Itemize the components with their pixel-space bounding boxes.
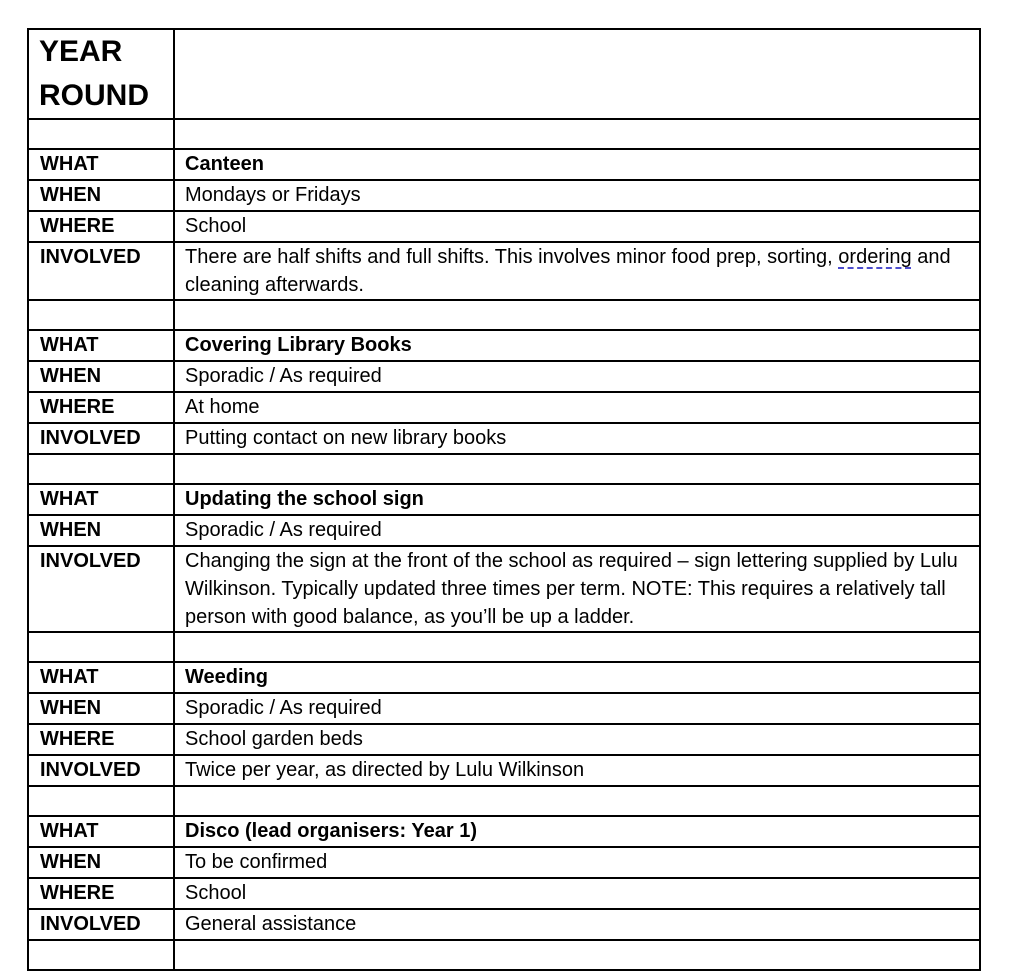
involved-label: INVOLVED [28, 755, 174, 786]
library-involved-value: Putting contact on new library books [174, 423, 980, 454]
what-label: WHAT [28, 149, 174, 180]
when-label: WHEN [28, 693, 174, 724]
volunteer-table [27, 28, 981, 971]
weeding-what-value: Weeding [174, 662, 980, 693]
title-line-1: YEAR [39, 35, 123, 68]
library-where-row [28, 392, 980, 423]
what-label: WHAT [28, 330, 174, 361]
library-when-row [28, 361, 980, 392]
disco-where-value: School [174, 878, 980, 909]
spacer-row [28, 454, 980, 484]
what-label: WHAT [28, 484, 174, 515]
where-label: WHERE [28, 392, 174, 423]
when-label: WHEN [28, 847, 174, 878]
sign-when-value: Sporadic / As required [174, 515, 980, 546]
when-label: WHEN [28, 515, 174, 546]
library-what-row [28, 330, 980, 361]
involved-label: INVOLVED [28, 242, 174, 300]
spellcheck-flagged-word: ordering [838, 246, 912, 268]
when-label: WHEN [28, 180, 174, 211]
weeding-where-value: School garden beds [174, 724, 980, 755]
what-label: WHAT [28, 816, 174, 847]
spacer-row [28, 632, 980, 662]
disco-when-row [28, 847, 980, 878]
disco-when-value: To be confirmed [174, 847, 980, 878]
weeding-when-value: Sporadic / As required [174, 693, 980, 724]
canteen-involved-value [174, 242, 980, 300]
spacer-row [28, 300, 980, 330]
library-what-value: Covering Library Books [174, 330, 980, 361]
involved-label: INVOLVED [28, 909, 174, 940]
sign-what-row [28, 484, 980, 515]
canteen-what-value: Canteen [174, 149, 980, 180]
canteen-where-row [28, 211, 980, 242]
spacer-row [28, 940, 980, 970]
spacer-row [28, 119, 980, 149]
spacer-row [28, 786, 980, 816]
weeding-involved-value: Twice per year, as directed by Lulu Wilkinson [174, 755, 980, 786]
title-empty-cell [174, 29, 980, 119]
sign-involved-row [28, 546, 980, 632]
library-involved-row [28, 423, 980, 454]
sign-involved-value: Changing the sign at the front of the school as required – sign lettering supplied by Lulu Wilkinson. Typically updated three times per term. NOTE: This requires a relatively tall person with good balance, as you’ll be up a ladder. [174, 546, 980, 632]
where-label: WHERE [28, 211, 174, 242]
table-title [28, 29, 174, 119]
weeding-involved-row [28, 755, 980, 786]
library-when-value: Sporadic / As required [174, 361, 980, 392]
disco-what-row [28, 816, 980, 847]
disco-what-value: Disco (lead organisers: Year 1) [174, 816, 980, 847]
weeding-what-row [28, 662, 980, 693]
what-label: WHAT [28, 662, 174, 693]
title-line-2: ROUND [39, 79, 149, 112]
disco-involved-value: General assistance [174, 909, 980, 940]
disco-involved-row [28, 909, 980, 940]
where-label: WHERE [28, 878, 174, 909]
canteen-involved-row [28, 242, 980, 300]
canteen-when-value: Mondays or Fridays [174, 180, 980, 211]
weeding-where-row [28, 724, 980, 755]
canteen-where-value: School [174, 211, 980, 242]
involved-label: INVOLVED [28, 546, 174, 632]
library-where-value: At home [174, 392, 980, 423]
involved-text-part: and cleaning afterwards. [185, 246, 951, 296]
table-header-row [28, 29, 980, 119]
where-label: WHERE [28, 724, 174, 755]
when-label: WHEN [28, 361, 174, 392]
disco-where-row [28, 878, 980, 909]
sign-when-row [28, 515, 980, 546]
sign-what-value: Updating the school sign [174, 484, 980, 515]
weeding-when-row [28, 693, 980, 724]
involved-label: INVOLVED [28, 423, 174, 454]
canteen-what-row [28, 149, 980, 180]
canteen-when-row [28, 180, 980, 211]
involved-text-part: There are half shifts and full shifts. This involves minor food prep, sorting, [185, 246, 839, 268]
